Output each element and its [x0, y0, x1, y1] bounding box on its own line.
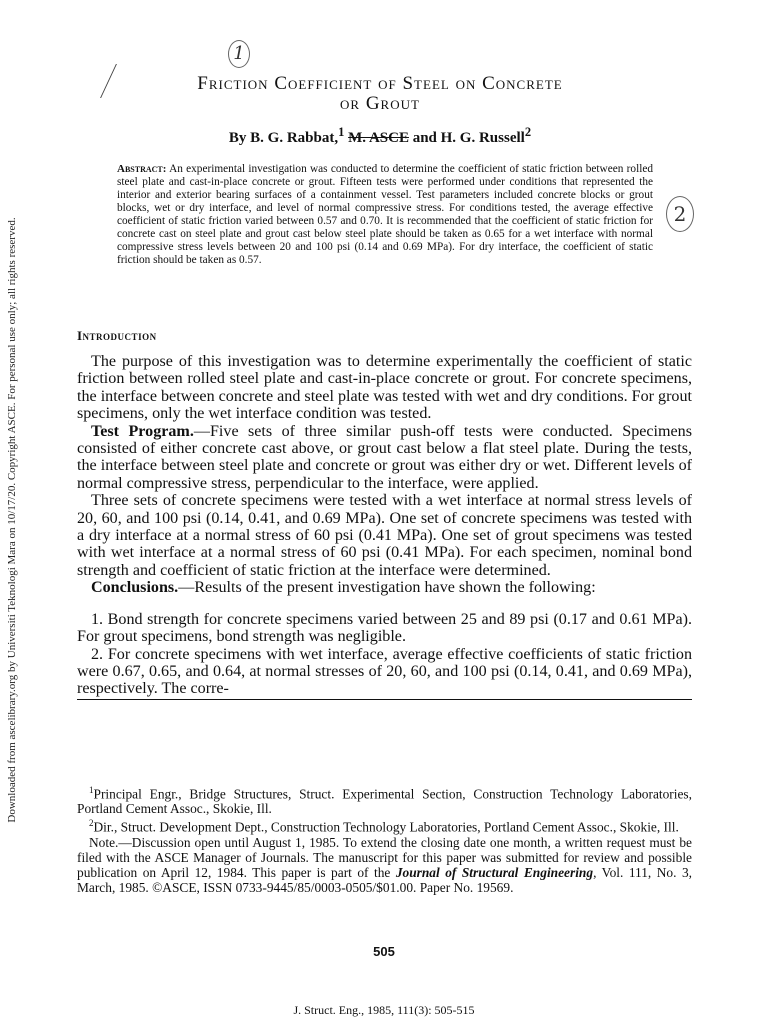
citation: J. Struct. Eng., 1985, 111(3): 505-515 [293, 1003, 475, 1017]
section-heading: Introduction [77, 328, 157, 343]
byline-middle: and H. G. Russell [412, 130, 525, 146]
footnote-2-marker: 2 [89, 818, 94, 829]
byline-sup-2: 2 [524, 125, 532, 139]
body-text [77, 353, 692, 700]
footnote-divider [77, 699, 692, 700]
byline-prefix: By B. G. Rabbat, [228, 130, 339, 146]
title-line-1: Friction Coefficient of Steel on Concrete [197, 73, 563, 94]
paper-title [100, 74, 660, 114]
page-number: 505 [373, 944, 395, 959]
download-notice-text: Downloaded from ascelibrary.org by Universiti Teknologi Mara on 10/17/20. Copyright ASCE. For personal use only; all rights reserved. [6, 217, 18, 823]
download-notice [2, 150, 22, 890]
byline-sup-1: 1 [338, 125, 345, 139]
abstract [117, 163, 653, 267]
paragraph-2-text: —Five sets of three similar push-off tests were conducted. Specimens consisted of either concrete cast above, or grout cast below a flat steel plate. During the tests, the interface between steel plate and concrete or grout was either dry or wet. Different levels of normal compressive stress, perpendicular to the interface, were applied. [77, 422, 692, 492]
handwritten-circled-2: 2 [666, 196, 694, 232]
paragraph-1: The purpose of this investigation was to determine experimentally the coefficient of static friction between rolled steel plate and cast-in-place concrete or grout. For concrete specimens, the interface between concrete and steel plate was tested with wet and dry conditions. For grout specimens, only the wet interface condition was tested. [77, 353, 692, 423]
footnote-1-marker: 1 [89, 785, 94, 795]
footnotes [77, 783, 692, 895]
journal-name: Journal of Structural Engineering [395, 864, 594, 880]
list-item-1: 1. Bond strength for concrete specimens varied between 25 and 89 psi (0.17 and 0.61 MPa). For grout specimens, bond strength was negligible. [77, 610, 692, 646]
note-text-a: Note.—Discussion open until August 1, 1985. To extend the closing date one month, a written request must be filed with the ASCE Manager of Journals. The manuscript for this paper was submitted for review and possible publication on April 12, 1984. This paper is part of the [77, 834, 692, 880]
note [77, 835, 692, 895]
note-text-b: , Vol. 111, No. 3, March, 1985. ©ASCE, ISSN 0733-9445/85/0003-0505/$01.00. Paper No. 19569. [77, 864, 692, 895]
paragraph-4-text: —Results of the present investigation have shown the following: [178, 579, 596, 597]
handwritten-circled-1: 1 [228, 40, 250, 68]
byline-struck-text: M. ASCE [348, 130, 409, 146]
abstract-label: Abstract: [117, 163, 167, 175]
conclusions-heading: Conclusions. [91, 579, 179, 597]
list-item-2: 2. For concrete specimens with wet interface, average effective coefficients of static friction were 0.67, 0.65, and 0.64, at normal stresses of 20, 60, and 100 psi (0.14, 0.41, and 0.69 MPa), respectively. The corre- [77, 645, 692, 698]
footnote-2 [77, 816, 692, 834]
byline [100, 125, 660, 147]
abstract-text: An experimental investigation was conducted to determine the coefficient of static friction between rolled steel plate and cast-in-place concrete or grout. Fifteen tests were performed under conditions that represented the interior and exterior bearing surfaces of a containment vessel. Test parameters included concrete blocks or grout blocks, wet or dry interface, and level of normal compressive stress. For conditions tested, the average effective coefficient of static friction varied between 0.57 and 0.70. It is recommended that the coefficient of static friction for concrete cast on steel plate and grout cast below steel plate should be taken as 0.65 for a wet interface with normal compressive stress levels between 20 and 100 psi (0.14 and 0.69 MPa). For dry interface, the coefficient of static friction should be taken as 0.57. [117, 163, 654, 266]
test-program-heading: Test Program. [91, 422, 194, 440]
footnote-2-text: Dir., Struct. Development Dept., Construction Technology Laboratories, Portland Cement Assoc., Skokie, Ill. [93, 819, 679, 835]
paragraph-2 [77, 423, 692, 493]
title-line-2: or Grout [340, 93, 420, 114]
spacer [77, 597, 692, 611]
paragraph-3: Three sets of concrete specimens were tested with a wet interface at normal stress levels of 20, 60, and 100 psi (0.14, 0.41, and 0.69 MPa). One set of concrete specimens was tested with a dry interface at a normal stress of 60 psi (0.41 MPa). One set of grout specimens was tested with wet interface at a normal stress of 60 psi (0.41 MPa). For each specimen, nominal bond strength and coefficient of static friction at the interface were determined. [77, 492, 692, 579]
paragraph-4 [77, 579, 692, 596]
footnote-1 [77, 783, 692, 816]
footnote-1-text: Principal Engr., Bridge Structures, Struct. Experimental Section, Construction Technology Laboratories, Portland Cement Assoc., Skokie, Ill. [77, 786, 692, 817]
